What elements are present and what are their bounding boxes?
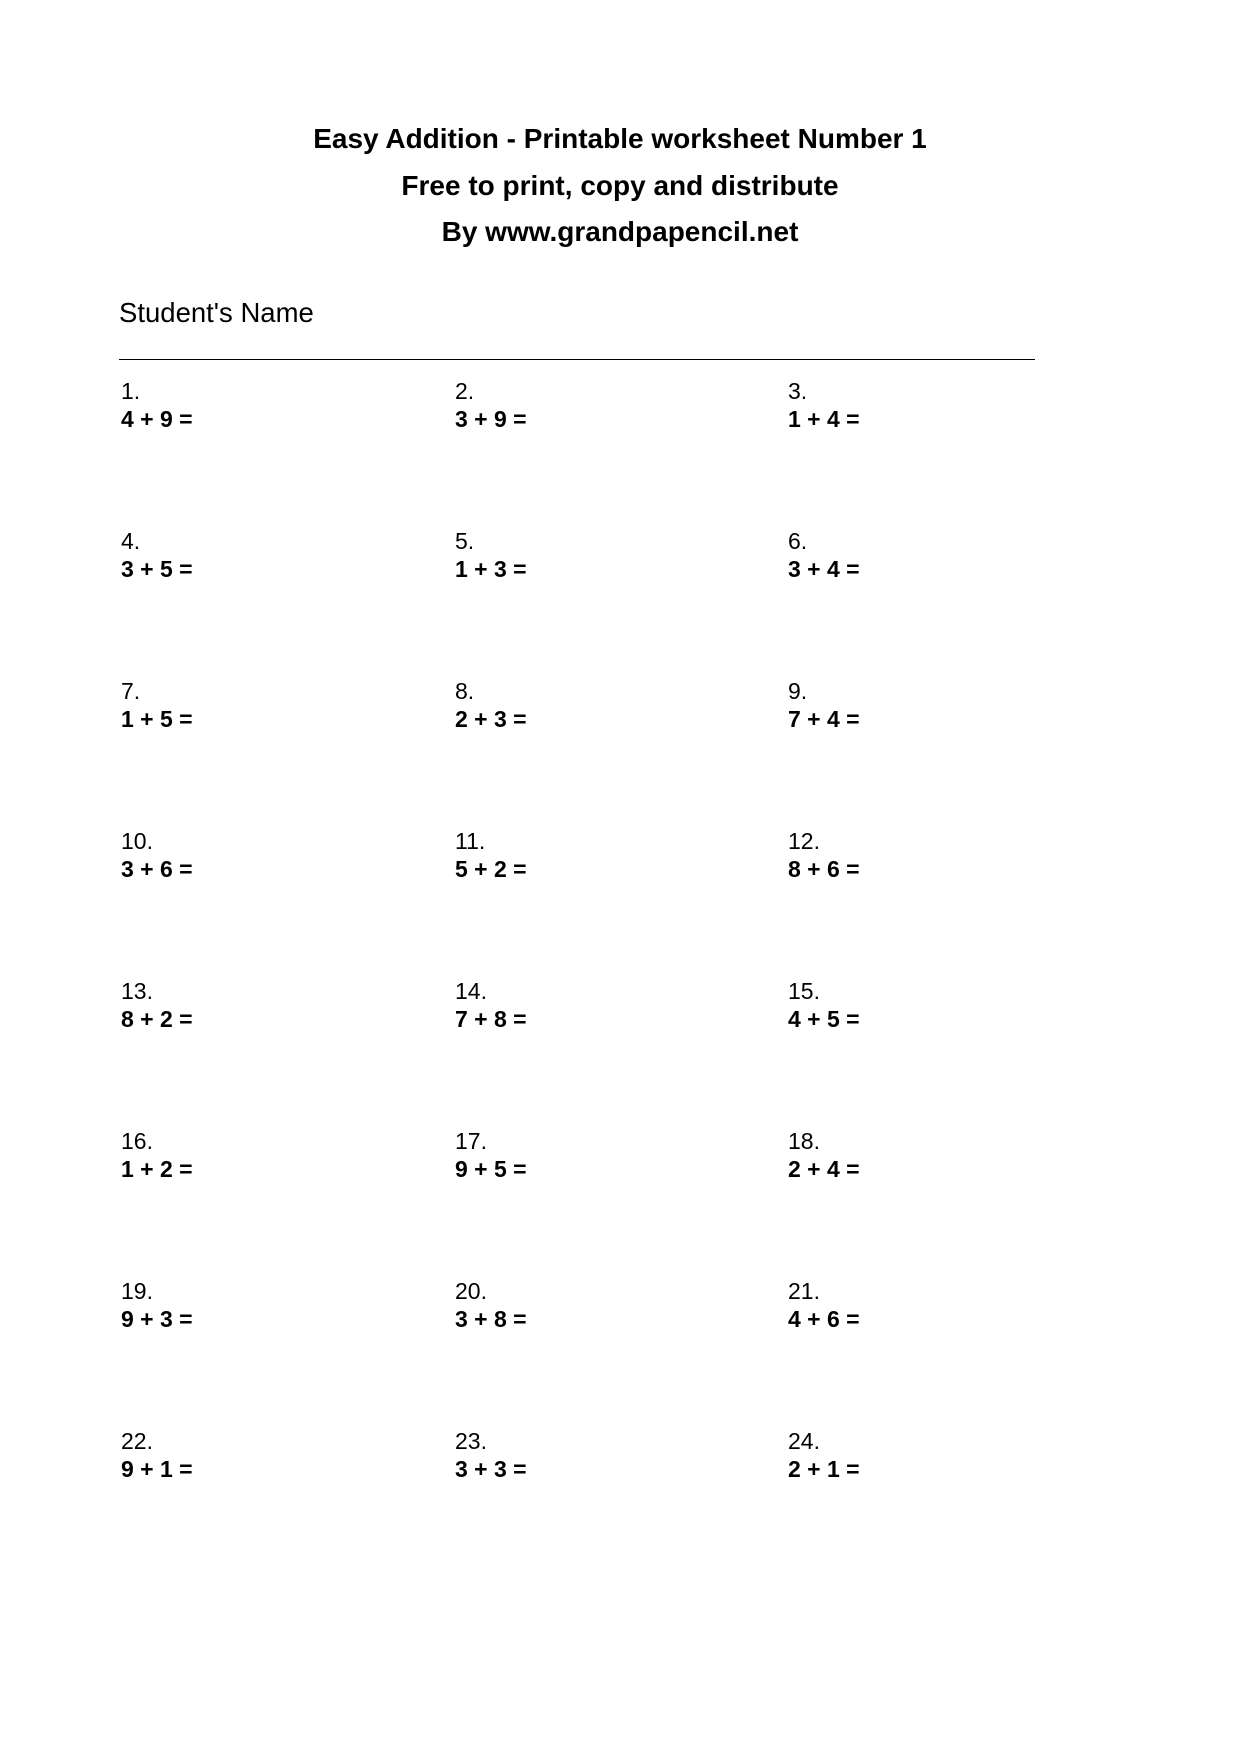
problem-item [455,377,735,433]
problem-expression: 9 + 1 = [121,1456,193,1482]
problem-expression: 3 + 6 = [121,856,193,882]
problem-number: 22. [121,1428,153,1454]
problem-expression: 2 + 4 = [788,1156,860,1182]
problem-number: 20. [455,1278,487,1304]
problem-number: 7. [121,678,141,704]
problem-item [121,1427,401,1483]
problem-expression: 9 + 3 = [121,1306,193,1332]
problem-item [788,827,1068,883]
problem-number: 14. [455,978,487,1004]
problem-item [455,1277,735,1333]
problem-item [121,377,401,433]
problem-number: 24. [788,1428,820,1454]
problem-number: 6. [788,528,808,554]
problem-expression: 9 + 5 = [455,1156,527,1182]
problem-number: 17. [455,1128,487,1154]
problem-number: 5. [455,528,475,554]
worksheet-title: Easy Addition - Printable worksheet Number 1 [313,123,927,154]
problem-item [788,1127,1068,1183]
problem-expression: 3 + 3 = [455,1456,527,1482]
problem-item [455,677,735,733]
problem-number: 13. [121,978,153,1004]
problem-number: 12. [788,828,820,854]
problem-item [788,1277,1068,1333]
student-name-line [119,359,1035,360]
problem-item [455,827,735,883]
problem-number: 9. [788,678,808,704]
problem-item [121,827,401,883]
problem-expression: 3 + 8 = [455,1306,527,1332]
problem-item [455,977,735,1033]
worksheet-header [0,116,1240,256]
problem-expression: 3 + 4 = [788,556,860,582]
student-name-label: Student's Name [119,297,314,328]
problem-expression: 2 + 1 = [788,1456,860,1482]
problem-expression: 1 + 2 = [121,1156,193,1182]
problem-item [121,527,401,583]
problem-number: 1. [121,378,141,404]
problem-expression: 1 + 3 = [455,556,527,582]
problem-number: 3. [788,378,808,404]
problem-number: 21. [788,1278,820,1304]
problem-expression: 8 + 6 = [788,856,860,882]
problem-number: 2. [455,378,475,404]
problem-expression: 2 + 3 = [455,706,527,732]
problem-number: 18. [788,1128,820,1154]
problem-number: 8. [455,678,475,704]
problem-number: 11. [455,828,486,854]
problem-item [121,677,401,733]
problem-item [788,527,1068,583]
worksheet-byline: By www.grandpapencil.net [441,216,799,247]
problem-expression: 3 + 9 = [455,406,527,432]
problem-item [788,677,1068,733]
problem-expression: 7 + 8 = [455,1006,527,1032]
problem-item [455,527,735,583]
problem-item [455,1127,735,1183]
problem-item [788,1427,1068,1483]
problem-item [788,977,1068,1033]
problem-item [121,977,401,1033]
problem-expression: 4 + 6 = [788,1306,860,1332]
worksheet-subtitle: Free to print, copy and distribute [401,169,839,201]
problem-expression: 5 + 2 = [455,856,527,882]
problem-item [121,1127,401,1183]
problem-expression: 8 + 2 = [121,1006,193,1032]
problem-expression: 3 + 5 = [121,556,193,582]
problem-number: 10. [121,828,153,854]
problem-number: 19. [121,1278,153,1304]
problem-expression: 4 + 5 = [788,1006,860,1032]
problem-expression: 4 + 9 = [121,406,193,432]
problem-item [455,1427,735,1483]
problem-expression: 7 + 4 = [788,706,860,732]
problem-item [121,1277,401,1333]
problem-number: 4. [121,528,141,554]
problem-item [788,377,1068,433]
problem-number: 15. [788,978,820,1004]
problem-number: 16. [121,1128,153,1154]
problem-number: 23. [455,1428,487,1454]
problem-expression: 1 + 4 = [788,406,860,432]
problem-expression: 1 + 5 = [121,706,193,732]
